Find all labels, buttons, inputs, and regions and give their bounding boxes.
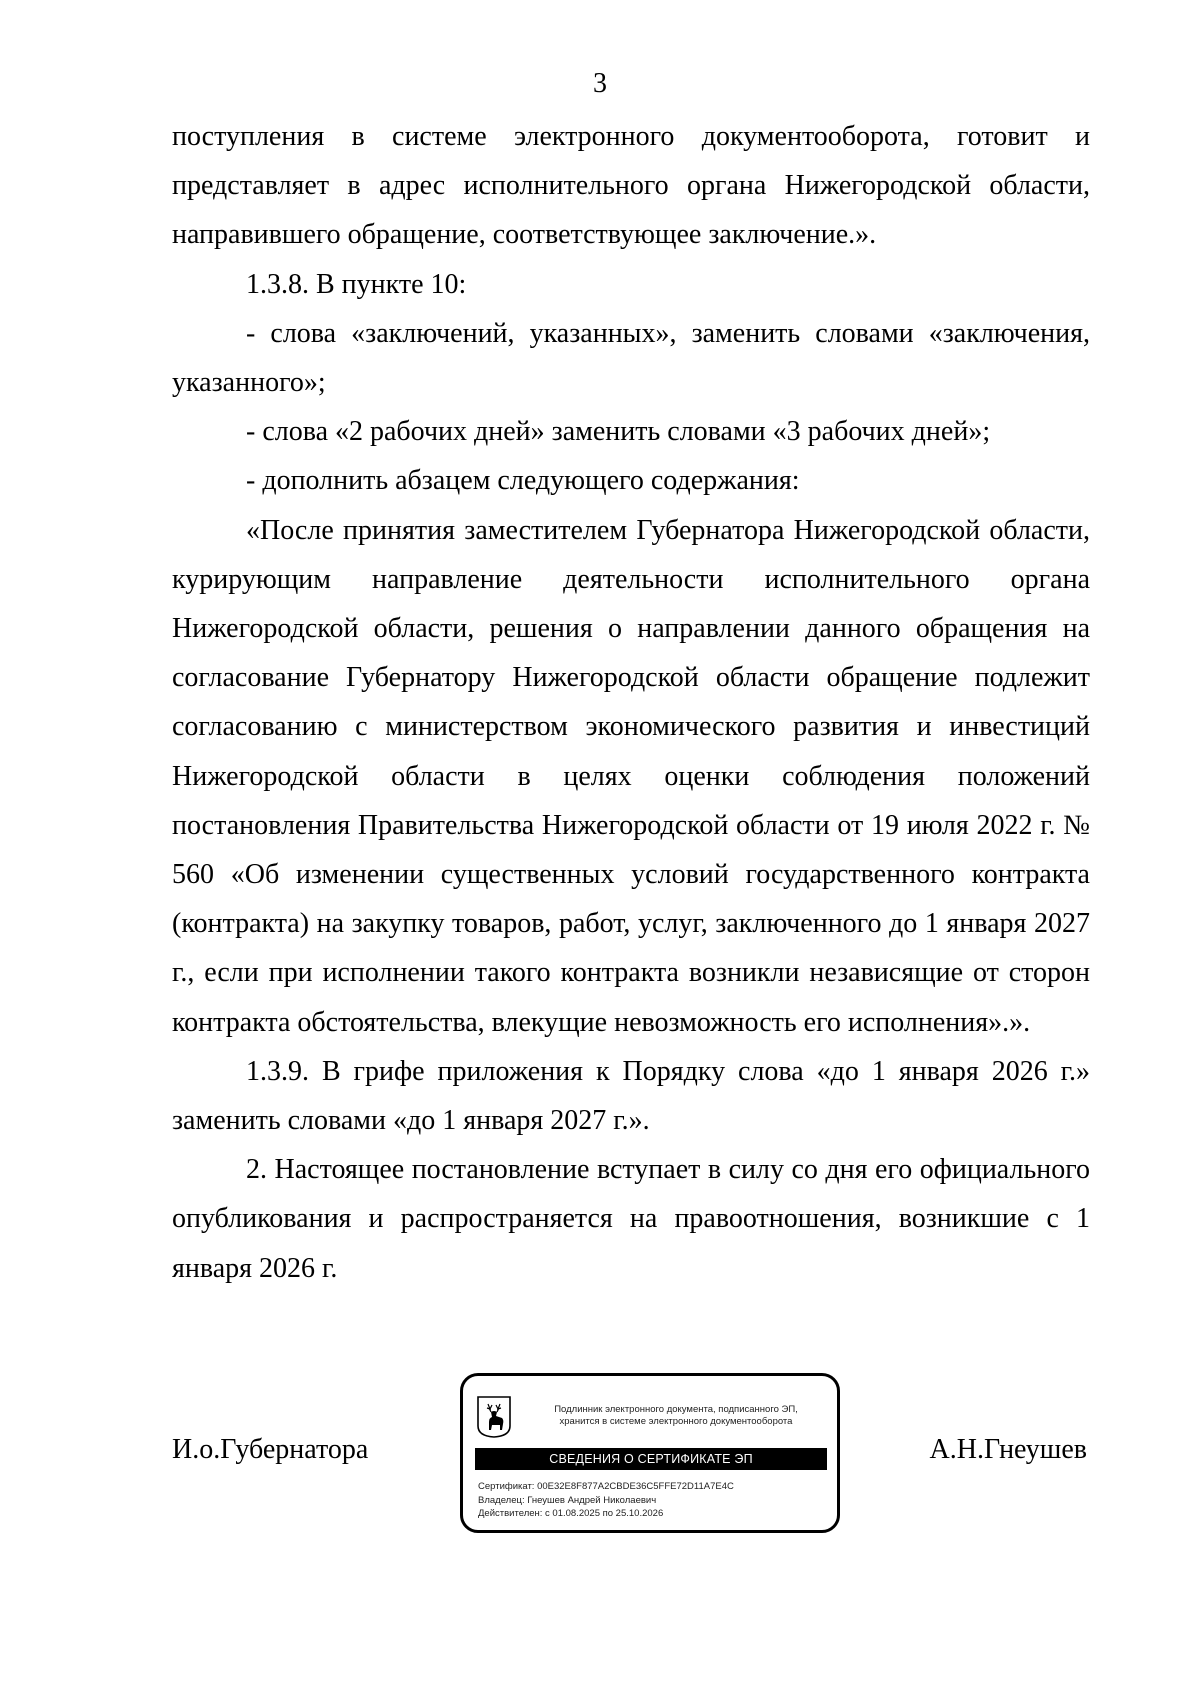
paragraph: - слова «2 рабочих дней» заменить словами «3 рабочих дней»; xyxy=(246,416,991,448)
paragraph: поступления в системе электронного документооборота, готовит и представляет в адрес исполнительного органа Нижегородской области, направившего обращение, соответствующее заключение.». xyxy=(172,121,1090,251)
certificate-number: Сертификат: 00E32E8F877A2CBDE36C5FFE72D11A7E4C xyxy=(478,1481,734,1492)
document-body xyxy=(172,112,1090,1293)
stamp-header-line: Подлинник электронного документа, подписанного ЭП, xyxy=(554,1404,798,1415)
stamp-header-line: хранится в системе электронного документооборота xyxy=(559,1416,793,1427)
certificate-details xyxy=(478,1480,830,1521)
electronic-signature-stamp xyxy=(460,1373,840,1533)
signatory-position: И.о.Губернатора xyxy=(172,1434,369,1465)
paragraph: 1.3.8. В пункте 10: xyxy=(246,268,467,300)
paragraph: «После принятия заместителем Губернатора Нижегородской области, курирующим направление деятельности исполнительного органа Нижегородской области, решения о направлении данного обращения на согласование Губернатору Нижегородской области обращение подлежит согласованию с министерством экономического развития и инвестиций Нижегородской области в целях оценки соблюдения положений постановления Правительства Нижегородской области от 19 июля 2022 г. № 560 «Об изменении существенных условий государственного контракта (контракта) на закупку товаров, работ, услуг, заключенного до 1 января 2027 г., если при исполнении такого контракта возникли независящие от сторон контракта обстоятельства, влекущие невозможность его исполнения».». xyxy=(172,514,1090,1038)
certificate-validity: Действителен: с 01.08.2025 по 25.10.2026 xyxy=(478,1508,664,1519)
deer-emblem-icon xyxy=(477,1396,511,1438)
paragraph: 1.3.9. В грифе приложения к Порядку слова «до 1 января 2026 г.» заменить словами «до 1 января 2027 г.». xyxy=(172,1055,1090,1137)
paragraph: 2. Настоящее постановление вступает в силу со дня его официального опубликования и распространяется на правоотношения, возникшие с 1 января 2026 г. xyxy=(172,1154,1090,1284)
signatory-name: А.Н.Гнеушев xyxy=(929,1434,1087,1465)
stamp-header xyxy=(521,1404,831,1428)
paragraph: - дополнить абзацем следующего содержания: xyxy=(246,465,800,497)
paragraph: - слова «заключений, указанных», заменить словами «заключения, указанного»; xyxy=(172,317,1090,399)
stamp-title-bar: СВЕДЕНИЯ О СЕРТИФИКАТЕ ЭП xyxy=(475,1448,827,1470)
page-number: 3 xyxy=(593,68,607,99)
certificate-owner: Владелец: Гнеушев Андрей Николаевич xyxy=(478,1494,657,1506)
